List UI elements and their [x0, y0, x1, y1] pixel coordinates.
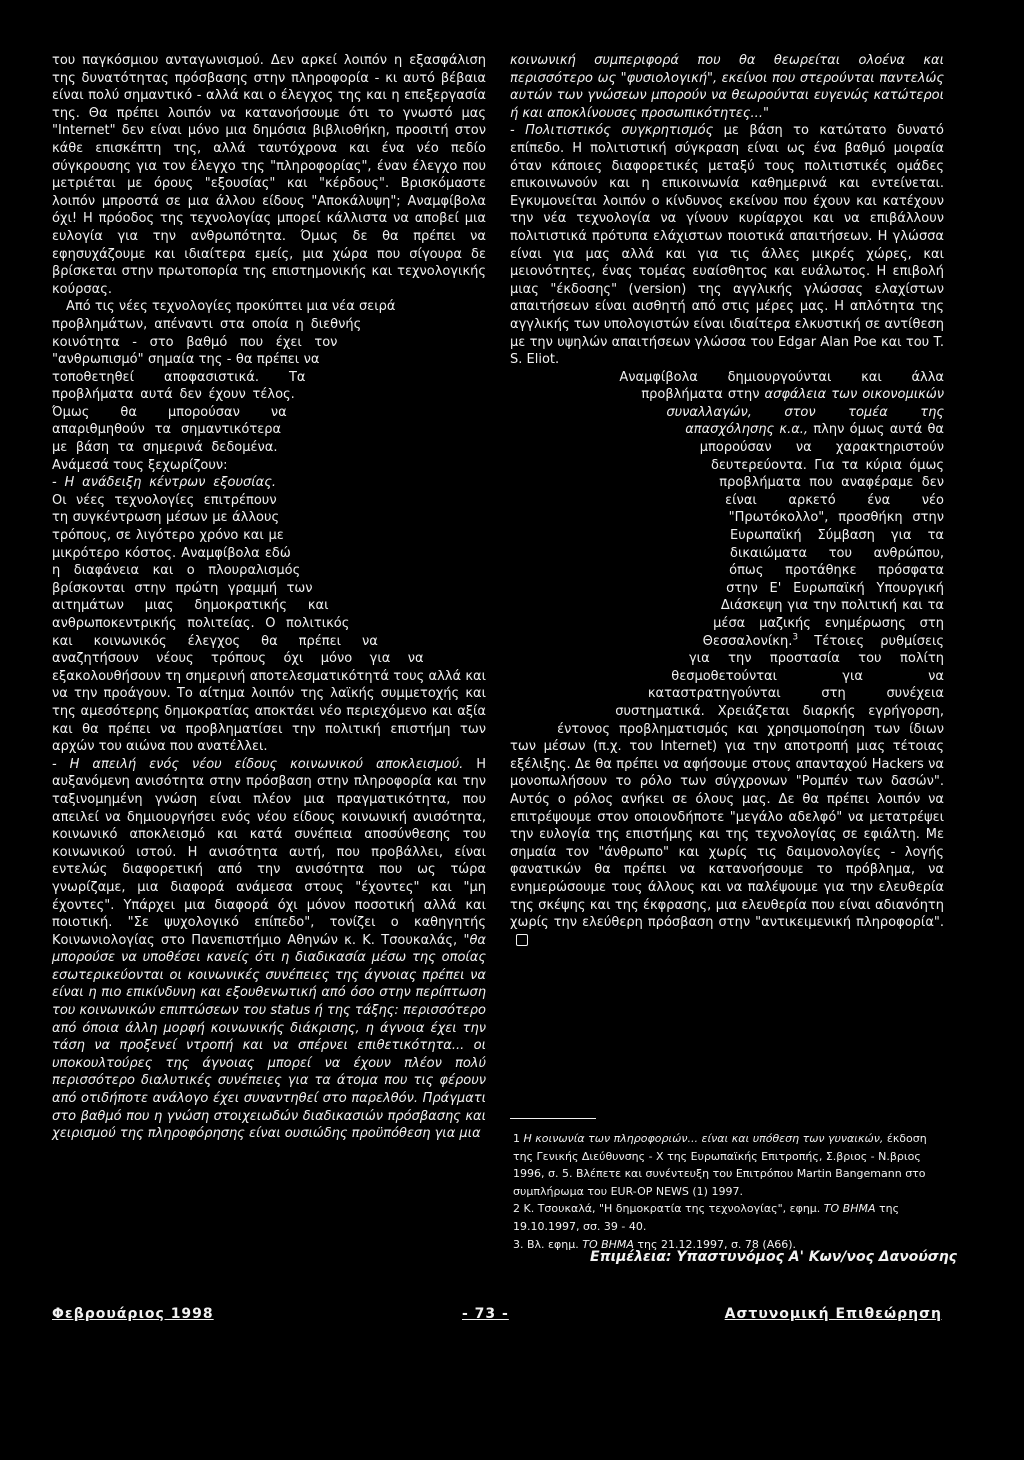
heading-social-exclusion: - Η απειλή ενός νέου είδους κοινωνικού αποκλεισμού. [52, 756, 464, 772]
footer-publication: Αστυνομική Επιθεώρηση [724, 1306, 942, 1322]
right-paragraph-3 [510, 369, 944, 950]
footer-date: Φεβρουάριος 1998 [52, 1306, 214, 1322]
footnote-1 [513, 1130, 945, 1200]
footnote-2 [513, 1200, 945, 1235]
heading-power-centres: - Η ανάδειξη κέντρων εξουσίας. [52, 475, 276, 491]
heading-cultural-syncretism: - Πολιτιστικός συγκρητισμός [510, 123, 714, 139]
right-paragraph-2-text: με βάση το κατώτατο δυνατό επίπεδο. Η πολιτιστική σύγκραση είναι ως ένα βαθμό μοιραία όταν κάποιες διαφορετικές μεταξύ τους πολιτιστικές ομάδες επικοινωνούν και η επικοινωνία καθημερινά και εντείνεται. Εγκυμονείται λοιπόν ο κίνδυνος εκείνου που έχουν και κατέχουν την νέα τεχνολογία να γίνουν κυρίαρχοι και να επιβάλλουν πολιτιστικά πρότυπα ελάχιστων ποιοτικά απαιτήσεων. Η γλώσσα είναι για μας αλλά και για τις άλλες μικρές χώρες, και μειονότητες, ένας τομέας ευαίσθητος και ευάλωτος. Η επιβολή μιας "έκδοσης" (version) της αγγλικής γλώσσας ελαχίστων απαιτήσεων είναι αισθητή από στις μέρες μας. Η απλότητα της αγγλικής των υπολογιστών είναι ιδιαίτερα ελκυστική σε αντίθεση με την υψηλών απαιτήσεων γλώσσα του Edgar Alan Poe και του T. S. Eliot. [510, 123, 944, 368]
left-paragraph-4-text: Η αυξανόμενη ανισότητα στην πρόσβαση στην πληροφορία και την ταξινομημένη γνώση είναι πλέον μια πραγματικότητα, που απειλεί να δημιουργήσει ενός νέου είδους κοινωνική ανισότητα, κοινωνικό αποκλεισμό και κατά συνέπεια αποσύνθεσης του κοινωνικού ιστού. Η ανισότητα αυτή, που προβάλλει, είναι εντελώς διαφορετική από την ανισότητα που ως τώρα γνωρίζαμε, μια διαφορά ανάμεσα στους "έχοντες" και "μη έχοντες". Υπάρχει μια διαφορά όχι μόνον ποσοτική αλλά και ποιοτική. "Σε ψυχολογικό επίπεδο", τονίζει ο καθηγητής Κοινωνιολογίας στο Πανεπιστήμιο Αθηνών κ. Κ. Τσουκαλάς, [52, 756, 486, 948]
left-paragraph-2 [52, 298, 486, 474]
footnote-ref-3[interactable]: 3 [792, 632, 799, 643]
left-paragraph-1: του παγκόσμιου ανταγωνισμού. Δεν αρκεί λοιπόν η εξασφάλιση της δυνατότητας πρόσβασης στην πληροφορία - κι αυτό βέβαια είναι πολύ σημαντικό - αλλά και ο έλεγχος της και η επεξεργασία της. Θα πρέπει λοιπόν να κατανοήσουμε ότι το γνωστό μας "Internet" δεν είναι μόνο μια δημόσια βιβλιοθήκη, προσιτή στον κάθε επισκέπτη της, αλλά ταυτόχρονα και ένα νέο πεδίο σύγκρουσης για τον έλεγχο της "πληροφορίας", έναν έλεγχο που μετριέται με όρους "εξουσίας" και "κέρδους". Βρισκόμαστε λοιπόν μπροστά σε μια άλλου είδους "Αποκάλυψη"; Αναμφίβολα όχι! Η πρόοδος της τεχνολογίας μπορεί κάλλιστα να αποβεί μια ευλογία για την ανθρωπότητα. Όμως δε θα πρέπει να εφησυχάζουμε και ιδιαίτερα εμείς, μια χώρα που σίγουρα δε βρίσκεται στην πρωτοπορία της επιστημονικής και τεχνολογικής κούρσας. [52, 53, 486, 297]
footnote-3-newspaper: ΤΟ ΒΗΜΑ [582, 1237, 634, 1251]
left-column [52, 52, 486, 1143]
editor-credit: Επιμέλεια: Υπαστυνόμος Α' Κων/νος Δανούσης [590, 1249, 957, 1265]
footnote-divider [510, 1118, 596, 1119]
quote-tsoukalas: "θα μπορούσε να υποθέσει κανείς ότι η διαδικασία μέσω της οποίας εσωτερικεύονται οι κοινωνικές συνέπειες της άγνοιας πρέπει να είναι η πιο επικίνδυνη και εξουθενωτική από όσο στην περίπτωση του κοινωνικών επιπτώσεων του status ή της τάξης: περισσότερο από όποια άλλη μορφή κοινωνικής διάκρισης, η άγνοια έχει την τάση να προξενεί ντροπή και να σπέρνει επιθετικότητα... οι υποκουλτούρες της άγνοιας μπορεί να έχουν πλέον πολύ περισσότερο διαλυτικές συνέπειες για τα άτομα που τις φέρουν από οτιδήποτε ανάλογο έχει συναντηθεί στο παρελθόν. Πράγματι στο βαθμό που η γνώση στοιχειωδών διαδικασιών πρόσβασης και χειρισμού της πληροφόρησης είναι ουσιώδης προϋπόθεση για μια [52, 932, 486, 1142]
footnotes [513, 1130, 945, 1253]
right-paragraph-3-italic: ασφάλεια των οικονομικών συναλλαγών, στον τομέα της απασχόλησης κ.α., [666, 387, 944, 438]
footnote-2-text-a: 2 Κ. Τσουκαλά, "Η δημοκρατία της τεχνολογίας", εφημ. [513, 1202, 824, 1216]
right-paragraph-3-b: πλην όμως αυτά θα μπορούσαν να χαρακτηριστούν δευτερεύοντα. Για τα κύρια όμως προβλήματα που αναφέραμε δεν είναι αρκετό ένα νέο "Πρωτόκολλο", προσθήκη στην Ευρωπαϊκή Σύμβαση για τα δικαιώματα του ανθρώπου, όπως προτάθηκε πρόσφατα στην Ε' Ευρωπαϊκή Υπουργική Διάσκεψη για την πολιτική και τα μέσα μαζικής ενημέρωσης στη Θεσσαλονίκη. [699, 422, 944, 649]
right-paragraph-3-a: Αναμφίβολα δημιουργούνται και άλλα προβλήματα στην [619, 369, 944, 403]
right-paragraph-1: κοινωνική συμπεριφορά που θα θεωρείται ολοένα και περισσότερο ως "φυσιολογική", εκείνοι που στερούνται παντελώς αυτών των γνώσεων μπορούν να θεωρούνται ευγενώς κατώτεροι ή και αποκλίνουσες προσωπικότητες..." [510, 53, 944, 121]
footnote-1-title: Η κοινωνία των πληροφοριών... είναι και υπόθεση των γυναικών, [523, 1132, 884, 1145]
footnote-2-text-b: της 19.10.1997, σσ. 39 - 40. [513, 1202, 900, 1233]
end-of-article-mark [516, 934, 528, 946]
left-paragraph-4 [52, 756, 486, 1143]
footer-page-number: - 73 - [462, 1306, 509, 1322]
footnote-3-text-a: 3. Βλ. εφημ. [513, 1237, 583, 1251]
footnote-1-text: έκδοση της Γενικής Διεύθυνσης - Χ της Ευρωπαϊκής Επιτροπής, Σ.βριος - Ν.βριος 1996, σ. 5. Βλέπετε και συνέντευξη του Επιτρόπου Martin Bangemann στο συμπλήρωμα του EUR-OP NEWS (1) 1997. [513, 1132, 927, 1198]
right-paragraph-3-c: Τέτοιες ρυθμίσεις για την προστασία του πολίτη θεσμοθετούνται για να καταστρατηγούνται στη συνέχεια συστηματικά. Χρειάζεται διαρκής εγρήγορση, έντονος προβληματισμός και χρησιμοποίηση των ίδιων των μέσων (π.χ. του Internet) για την αποτροπή μιας τέτοιας εξέλιξης. Δε θα πρέπει να αφήσουμε στους απανταχού Hackers να μονοπωλήσουν το ρόλο των σύγχρονων "Ρομπέν των δασών". Αυτός ο ρόλος ανήκει σε όλους μας. Δε θα πρέπει λοιπόν να επιτρέψουμε στον οποιονδήποτε "μεγάλο αδελφό" να μετατρέψει την ευλογία της επιστήμης και της τεχνολογίας σε εφιάλτη. Με σημαία τον "άνθρωπο" και χωρίς τις δαιμονολογίες - λογής φανατικών θα πρέπει να κατανοήσουμε το πρόβλημα, να ενημερώσουμε τους άλλους και να παλέψουμε για την ελευθερία της σκέψης και της έκφρασης, μια ελευθερία που είναι αδιανόητη χωρίς την ελεύθερη πρόσβαση στην "αντικειμενική πληροφορία". [510, 633, 944, 931]
left-paragraph-2-text: Από τις νέες τεχνολογίες προκύπτει μια νέα σειρά προβλημάτων, απέναντι στα οποία η διεθνής κοινότητα - στο βαθμό που έχει τον "ανθρωπισμό" σημαία της - θα πρέπει να τοποθετηθεί αποφασιστικά. Τα προβλήματα αυτά δεν έχουν τέλος. Όμως θα μπορούσαν να απαριθμηθούν τα σημαντικότερα με βάση τα σημερινά δεδομένα. Ανάμεσά τους ξεχωρίζουν: [52, 299, 396, 473]
footnote-3-text-b: της 21.12.1997, σ. 78 (Α66). [633, 1237, 797, 1251]
page-footer [52, 1306, 942, 1326]
left-paragraph-3-text: Οι νέες τεχνολογίες επιτρέπουν τη συγκέντρωση μέσων με άλλους τρόπους, σε λιγότερο χρόνο και με μικρότερο κόστος. Αναμφίβολα εδώ η διαφάνεια και ο πλουραλισμός βρίσκονται στην πρώτη γραμμή των αιτημάτων μιας δημοκρατικής και ανθρωποκεντρικής πολιτείας. Ο πολιτικός και κοινωνικός έλεγχος θα πρέπει να αναζητήσουν νέους τρόπους όχι μόνο για να εξακολουθήσουν τη σημερινή αποτελεσματικότητά τους αλλά και να την προάγουν. Το αίτημα λοιπόν της λαϊκής συμμετοχής και της αμεσότερης δημοκρατίας αποκτάει νέο περιεχόμενο και αξία και θα πρέπει να προβληματίσει την πολιτική επιστήμη των αρχών του αιώνα που ανατέλλει. [52, 492, 486, 755]
footnote-2-newspaper: ΤΟ ΒΗΜΑ [823, 1202, 876, 1216]
right-column [510, 52, 944, 949]
footnote-1-number: 1 [513, 1132, 524, 1145]
right-paragraph-2 [510, 122, 944, 368]
